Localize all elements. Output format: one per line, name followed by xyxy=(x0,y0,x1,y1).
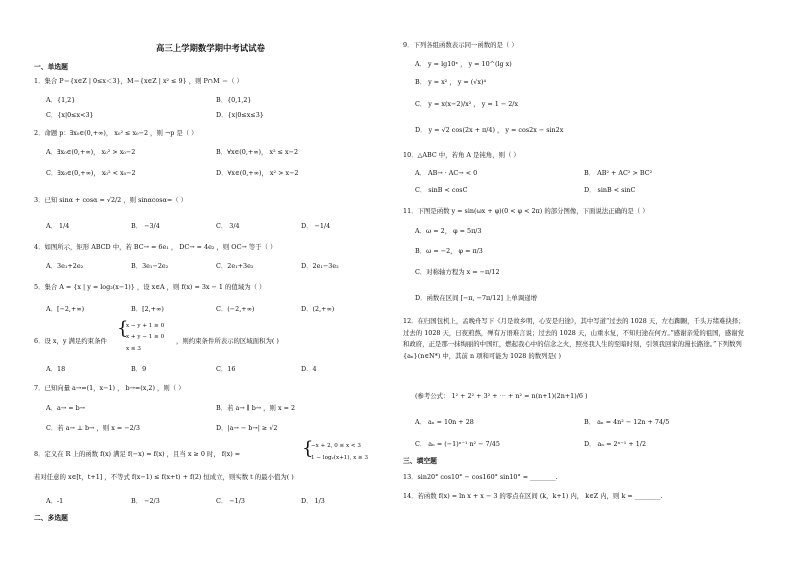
q7-option-c[interactable]: C．若 a→ ⊥ b→ ，则 x = −2/3 xyxy=(46,424,140,432)
q10-option-a[interactable]: A． AB→ · AC→ < 0 xyxy=(415,169,478,177)
q9-option-d[interactable]: D． y = √2 cos(2x + π/4) ， y = cos2x − sin2x xyxy=(415,126,564,134)
constraint-brace: { xyxy=(117,318,129,339)
q8-option-c[interactable]: C． −1/3 xyxy=(216,497,245,505)
q6-option-d[interactable]: D．4 xyxy=(301,365,317,373)
q5-option-c[interactable]: C．(−2,+∞) xyxy=(216,305,255,313)
q2-option-c[interactable]: C．∃x₀∈(0,+∞)， x₀² < x₀−2 xyxy=(46,169,136,177)
question-10-stem: 10．△ABC 中，若角 A 是钝角，则（ ） xyxy=(403,151,520,159)
q9-option-b[interactable]: B． y = x² ， y = (√x)⁴ xyxy=(415,78,487,86)
q6-option-c[interactable]: C．16 xyxy=(216,365,236,373)
q5-option-a[interactable]: A．[−2,+∞) xyxy=(46,305,85,313)
section-multi-choice: 二、多选题 xyxy=(34,514,68,522)
q2-option-b[interactable]: B．∀x∈(0,+∞)， x² ≤ x−2 xyxy=(216,148,299,156)
q11-option-b[interactable]: B．ω = −2， φ = π/3 xyxy=(415,247,483,255)
question-11-stem: 11．下图是函数 y = sin(ωx + φ)(0 < φ < 2π) 的部分图像，下面说法正确的是（ ） xyxy=(403,207,649,215)
piecewise-brace: { xyxy=(302,438,314,459)
q6-option-a[interactable]: A．18 xyxy=(46,365,66,373)
q3-option-b[interactable]: B． −3/4 xyxy=(131,222,160,230)
question-1-stem: 1．集合 P＝{x∈Z | 0≤x＜3}，M＝{x∈Z | x² ≤ 9} ，则 P∩M ＝（ ） xyxy=(34,77,243,85)
q2-option-a[interactable]: A．∃x₀∈(0,+∞)， x₀² > x₀−2 xyxy=(46,148,136,156)
q11-option-a[interactable]: A．ω = 2， φ = 5π/3 xyxy=(415,227,482,235)
q3-option-d[interactable]: D． −1/4 xyxy=(301,222,331,230)
q6-option-b[interactable]: B．9 xyxy=(131,365,147,373)
question-9-stem: 9．下列各组函数表示同一函数的是（ ） xyxy=(403,41,518,49)
q1-option-b[interactable]: B．{0,1,2} xyxy=(216,96,252,104)
question-2-stem: 2．命题 p：∃x₀∈(0,+∞)， x₀² ≤ x₀−2 ，则 ¬p 是（ ） xyxy=(34,129,198,137)
question-14-stem[interactable]: 14．若函数 f(x) = ln x + x − 3 的零点在区间 (k，k+1) 内， k∈Z 内，则 k = ________. xyxy=(403,492,663,500)
constraint-1: x − y + 1 ≥ 0 xyxy=(126,323,165,329)
q10-option-c[interactable]: C． sinB < cosC xyxy=(415,186,468,194)
question-5-stem: 5．集合 A = {x | y = log₂(x−1)} ，设 x∈A ，则 f(x) = 3x − 1 的值域为（ ） xyxy=(34,283,266,291)
q10-option-d[interactable]: D． sinB < sinC xyxy=(584,186,636,194)
q1-option-c[interactable]: C．{x|0≤x<3} xyxy=(46,111,94,119)
q9-option-c[interactable]: C． y = x(x−2)/x² ， y = 1 − 2/x xyxy=(415,100,519,108)
question-7-stem: 7．已知向量 a→=(1，x−1) ， b→=(x,2) ，则（ ） xyxy=(34,384,185,392)
section-single-choice: 一、单选题 xyxy=(34,63,68,71)
piecewise-part-1: −x + 2, 0 ≤ x < 3 xyxy=(311,443,361,449)
q2-option-d[interactable]: D．∀x∈(0,+∞)， x² > x−2 xyxy=(216,169,299,177)
q8-option-b[interactable]: B． −2/3 xyxy=(131,497,160,505)
question-12-reference: (参考公式： 1² + 2² + 3² + ⋯ + n² = n(n+1)(2n+1)/6 ) xyxy=(415,392,588,400)
q5-option-b[interactable]: B．[2,+∞) xyxy=(131,305,164,313)
q11-option-d[interactable]: D．函数在区间 [−π, −7π/12] 上单调递增 xyxy=(415,294,537,302)
question-6-intro: 6．设 x，y 满足约束条件 xyxy=(34,337,107,345)
piecewise-part-2: 1 − log₂(x+1), x ≥ 3 xyxy=(311,455,369,461)
question-12-text: 12．在归国包机上，孟晚舟写下《月是故乡明，心安是归途》，其中写道“过去的 1028 天，左右踟蹰，千头万绪难抉择；过去的 1028 天，日夜煎熬，殚有万语难言说；过去的 1028 天，山重水复，不知归途在何方。”感谢亲爱的祖国，感谢党和政府，正是那一抹绚丽的中国红，燃起我心中的信念之火，照亮我人生的至暗时刻，引领我回家的漫长路途。”下列数列 {aₙ}(n∈N*) 中，其前 n 项和可能为 1028 的数列是( ) xyxy=(403,317,745,360)
q12-option-c[interactable]: C． aₙ = (−1)ⁿ⁻¹ n² − 7/45 xyxy=(415,440,500,448)
q5-option-d[interactable]: D．(2,+∞) xyxy=(301,305,335,313)
question-6-tail: ，则约束条件所表示的区域面积为( ) xyxy=(176,337,279,345)
q7-option-b[interactable]: B．若 a→ ∥ b→ ，则 x = 2 xyxy=(216,404,296,412)
q1-option-a[interactable]: A．{1,2} xyxy=(46,96,76,104)
question-4-stem: 4．如图所示，矩形 ABCD 中，若 BC→ = 6e₁ ， DC→ = 4e₂ ，则 OC→ 等于（ ） xyxy=(34,243,277,251)
q8-option-d[interactable]: D． 1/3 xyxy=(301,497,325,505)
q1-option-d[interactable]: D．{x|0≤x≤3} xyxy=(216,111,264,119)
q12-option-b[interactable]: B． aₙ = 4n² − 12n + 74/5 xyxy=(584,418,670,426)
q10-option-b[interactable]: B． AB² + AC² > BC² xyxy=(584,169,653,177)
constraint-2: x + y − 1 ≥ 0 xyxy=(126,334,165,340)
section-fill-blank: 三、填空题 xyxy=(403,457,437,465)
question-8-stem: 8．定义在 R 上的函数 f(x) 满足 f(−x) = f(x) ，且当 x ≥ 0 时， f(x) = xyxy=(34,450,241,458)
page-title: 高三上学期数学期中考试试卷 xyxy=(156,43,265,53)
q4-option-b[interactable]: B．3e₁−2e₂ xyxy=(131,262,169,270)
q4-option-c[interactable]: C．2e₁+3e₂ xyxy=(216,262,254,270)
q12-option-d[interactable]: D． aₙ = 2ⁿ⁻¹ + 1/2 xyxy=(584,440,647,448)
q12-option-a[interactable]: A． aₙ = 10n + 28 xyxy=(415,418,474,426)
q11-option-c[interactable]: C．对称轴方程为 x = −π/12 xyxy=(415,268,500,276)
q7-option-a[interactable]: A．a→ = b→ xyxy=(46,404,86,412)
q3-option-a[interactable]: A． 1/4 xyxy=(46,222,70,230)
question-3-stem: 3．已知 sinα + cosα = √2/2 ，则 sinαcosα=（ ） xyxy=(34,196,188,204)
question-8-condition: 若对任意的 x∈[t，t+1] ，不等式 f(x−1) ≤ f(x+t) + f(2) 恒成立，则实数 t 的最小值为( ) xyxy=(34,473,294,481)
q9-option-a[interactable]: A． y = lg10ˣ ， y = 10^(lg x) xyxy=(415,60,512,68)
q4-option-d[interactable]: D．2e₁−3e₂ xyxy=(301,262,339,270)
q4-option-a[interactable]: A．3e₁+2e₂ xyxy=(46,262,84,270)
q3-option-c[interactable]: C． 3/4 xyxy=(216,222,240,230)
q7-option-d[interactable]: D．|a→ − b→| ≥ √2 xyxy=(216,424,278,432)
question-13-stem[interactable]: 13．sin20° cos10° − cos160° sin10° = ________. xyxy=(403,473,558,481)
constraint-3: x ≤ 3 xyxy=(126,346,141,352)
q8-option-a[interactable]: A．-1 xyxy=(46,497,64,505)
